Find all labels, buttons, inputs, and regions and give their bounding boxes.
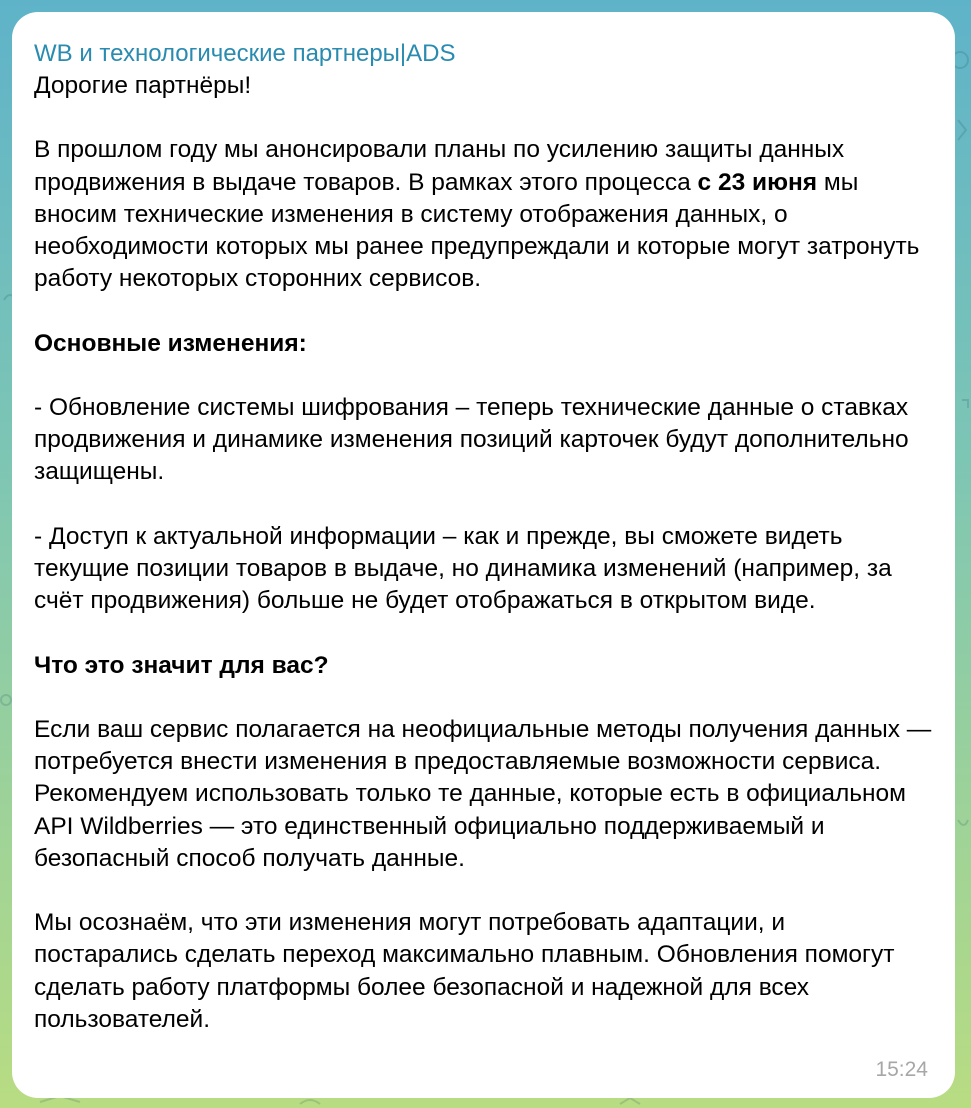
message-text <box>34 70 933 1036</box>
message-bubble[interactable] <box>12 12 955 1098</box>
intro-text-part1: В прошлом году мы анонсировали планы по усилению защиты данных продвижения в выдаче товаров. В рамках этого процесса <box>34 136 845 196</box>
heading-main-changes: Основные изменения: <box>34 329 307 357</box>
sender-name[interactable]: WB и технологические партнеры|ADS <box>34 40 456 67</box>
intro-text-part2: мы вносим технические изменения в систему отображения данных, о необходимости которых мы ранее предупреждали и которые могут затронуть работу некоторых сторонних сервисов. <box>34 168 920 293</box>
change-item-access: - Доступ к актуальной информации – как и прежде, вы сможете видеть текущие позиции товаров в выдаче, но динамика изменений (например, за счёт продвижения) больше не будет отображаться в открытом виде. <box>34 522 892 615</box>
intro-date-bold: с 23 июня <box>697 168 818 196</box>
change-item-encryption: - Обновление системы шифрования – теперь технические данные о ставках продвижения и динамике изменения позиций карточек будут дополнительно защищены. <box>34 393 909 486</box>
message-timestamp: 15:24 <box>875 1058 928 1081</box>
greeting-text: Дорогие партнёры! <box>34 72 252 99</box>
intro-paragraph <box>34 134 933 295</box>
heading-what-it-means: Что это значит для вас? <box>34 651 329 679</box>
closing-paragraph: Мы осознаём, что эти изменения могут потребовать адаптации, и постарались сделать переход максимально плавным. Обновления помогут сделать работу платформы более безопасной и надежной для всех пользователей. <box>34 909 895 1033</box>
meaning-paragraph: Если ваш сервис полагается на неофициальные методы получения данных — потребуется внести изменения в предоставляемые возможности сервиса. Рекомендуем использовать только те данные, которые есть в официальном API Wildberries — это единственный официально поддерживаемый и безопасный способ получать данные. <box>34 715 932 872</box>
